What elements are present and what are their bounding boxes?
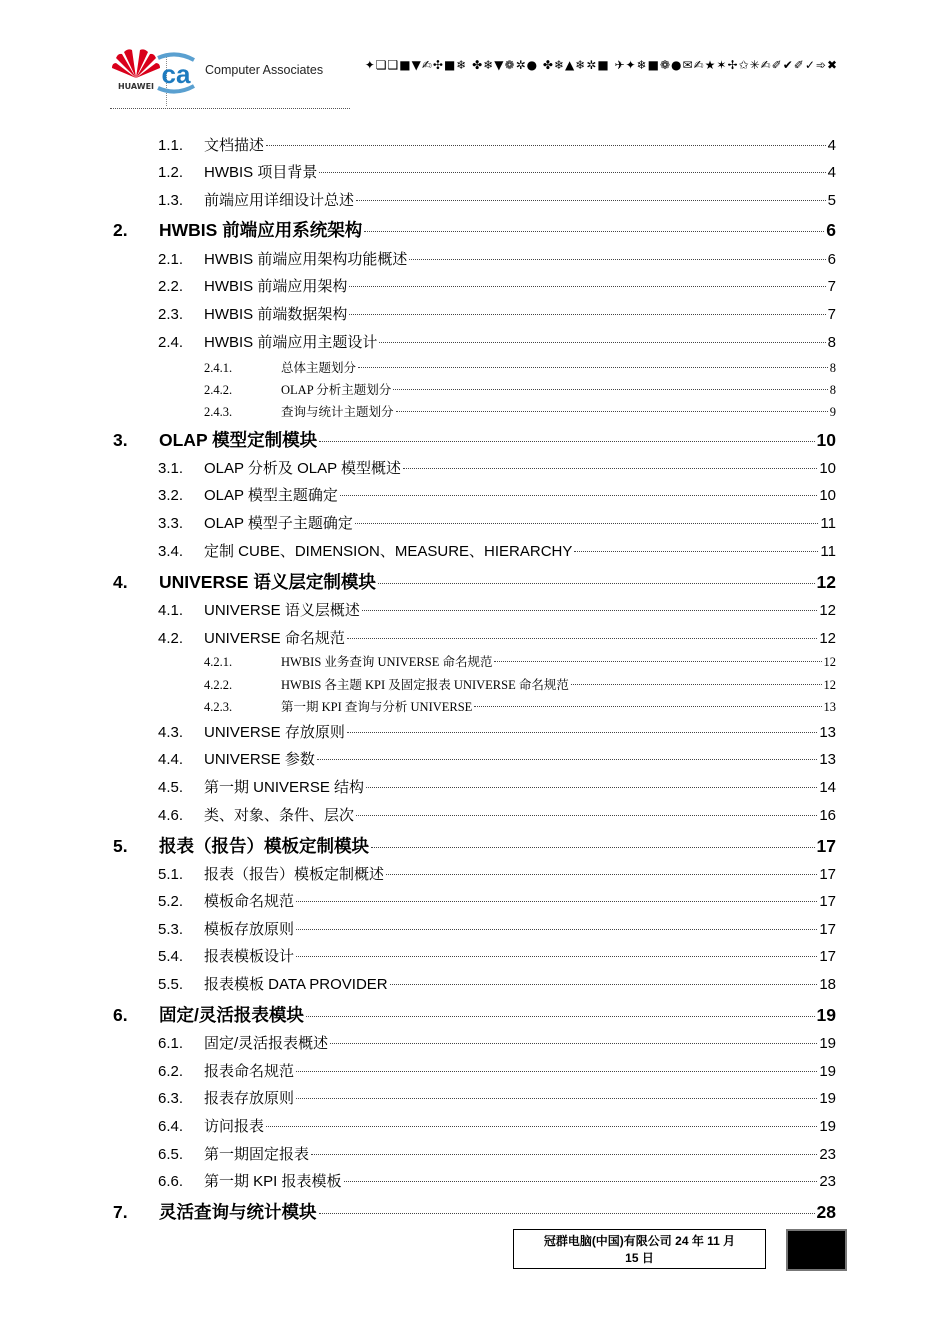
- toc-entry-page: 7: [827, 306, 836, 323]
- toc-entry-page: 12: [823, 655, 836, 669]
- toc-leader-dots: [349, 314, 825, 315]
- toc-entry-page: 4: [827, 137, 836, 154]
- toc-entry-number: 4.2.2.: [204, 678, 233, 692]
- toc-entry-title: 第一期 KPI 报表模板: [204, 1173, 342, 1190]
- toc-entry[interactable]: [113, 217, 836, 242]
- toc-entry[interactable]: [158, 275, 836, 296]
- toc-leader-dots: [494, 661, 821, 662]
- toc-entry-page: 17: [819, 893, 836, 910]
- toc-entry-number: 3.4.: [158, 543, 184, 560]
- toc-leader-dots: [386, 874, 817, 875]
- toc-entry[interactable]: [204, 675, 836, 693]
- toc-entry[interactable]: [113, 569, 836, 594]
- toc-entry-title: 报表模板设计: [204, 948, 295, 965]
- toc-entry-number: 3.3.: [158, 515, 184, 532]
- toc-leader-dots: [356, 815, 817, 816]
- toc-entry-page: 12: [819, 630, 836, 647]
- toc-entry[interactable]: [158, 599, 836, 620]
- toc-entry[interactable]: [158, 1115, 836, 1136]
- toc-entry[interactable]: [158, 890, 836, 911]
- toc-entry-title: HWBIS 前端应用系统架构: [159, 220, 363, 240]
- toc-entry[interactable]: [158, 512, 836, 533]
- toc-entry-title: HWBIS 业务查询 UNIVERSE 命名规范: [281, 655, 493, 669]
- toc-entry-page: 5: [827, 192, 836, 209]
- header-symbol-text: ✦❏❑■▼✍✣■❄ ✤❄▼❁✲● ✤❄▲❄✲■ ✈✦❄■❁●✉✍★✶✢✩✳✍✐✔✐✓➾✖: [364, 58, 838, 72]
- toc-entry[interactable]: [204, 402, 836, 420]
- toc-entry[interactable]: [158, 748, 836, 769]
- toc-entry-title: 第一期 KPI 查询与分析 UNIVERSE: [281, 700, 473, 714]
- toc-entry-title: 报表（报告）模板定制概述: [204, 866, 385, 883]
- toc-entry-number: 3.2.: [158, 487, 184, 504]
- toc-entry-number: 2.3.: [158, 306, 184, 323]
- toc-leader-dots: [571, 684, 822, 685]
- toc-entry[interactable]: [158, 134, 836, 155]
- toc-leader-dots: [319, 1213, 815, 1214]
- toc-entry[interactable]: [158, 331, 836, 352]
- toc-entry-page: 14: [819, 779, 836, 796]
- toc-entry-title: 第一期固定报表: [204, 1146, 310, 1163]
- toc-entry-number: 6.2.: [158, 1063, 184, 1080]
- toc-entry-title: HWBIS 前端应用主题设计: [204, 334, 378, 351]
- toc-entry[interactable]: [158, 945, 836, 966]
- toc-entry-title: 第一期 UNIVERSE 结构: [204, 779, 365, 796]
- toc-leader-dots: [358, 367, 828, 368]
- toc-entry-number: 6.4.: [158, 1118, 184, 1135]
- toc-entry-title: 报表命名规范: [204, 1063, 295, 1080]
- toc-entry[interactable]: [158, 863, 836, 884]
- toc-entry-number: 2.4.: [158, 334, 184, 351]
- toc-leader-dots: [396, 411, 828, 412]
- toc-entry-page: 18: [819, 976, 836, 993]
- toc-entry-number: 6.1.: [158, 1035, 184, 1052]
- toc-leader-dots: [319, 172, 825, 173]
- toc-entry-number: 6.3.: [158, 1090, 184, 1107]
- toc-entry-title: 类、对象、条件、层次: [204, 807, 355, 824]
- toc-entry[interactable]: [158, 1060, 836, 1081]
- toc-entry-page: 10: [819, 487, 836, 504]
- toc-entry-page: 12: [819, 602, 836, 619]
- toc-entry[interactable]: [204, 380, 836, 398]
- toc-entry-title: 模板命名规范: [204, 893, 295, 910]
- toc-entry-title: 访问报表: [204, 1118, 265, 1135]
- toc-entry[interactable]: [158, 540, 836, 561]
- toc-leader-dots: [371, 847, 815, 848]
- toc-entry[interactable]: [158, 248, 836, 269]
- toc-leader-dots: [409, 259, 825, 260]
- toc-entry-title: HWBIS 前端应用架构功能概述: [204, 251, 408, 268]
- toc-entry-page: 11: [820, 543, 836, 560]
- toc-entry[interactable]: [158, 303, 836, 324]
- toc-entry-page: 13: [819, 724, 836, 741]
- toc-entry-page: 19: [819, 1063, 836, 1080]
- toc-entry-title: UNIVERSE 语义层概述: [204, 602, 360, 619]
- toc-entry[interactable]: [113, 833, 836, 858]
- toc-entry-page: 19: [819, 1118, 836, 1135]
- toc-entry-number: 1.1.: [158, 137, 184, 154]
- toc-entry-page: 17: [816, 836, 836, 856]
- toc-entry[interactable]: [158, 484, 836, 505]
- toc-leader-dots: [344, 1181, 818, 1182]
- toc-entry-page: 10: [819, 460, 836, 477]
- toc-entry-page: 6: [826, 220, 836, 240]
- toc-entry-title: HWBIS 前端数据架构: [204, 306, 348, 323]
- toc-entry-page: 11: [820, 515, 836, 532]
- toc-entry-number: 3.: [113, 430, 128, 450]
- toc-entry-number: 4.5.: [158, 779, 184, 796]
- toc-entry[interactable]: [158, 1143, 836, 1164]
- toc-entry-number: 5.5.: [158, 976, 184, 993]
- toc-entry-page: 6: [827, 251, 836, 268]
- toc-entry-page: 4: [827, 164, 836, 181]
- toc-entry-number: 6.: [113, 1005, 128, 1025]
- toc-leader-dots: [349, 286, 825, 287]
- toc-entry[interactable]: [158, 1170, 836, 1191]
- toc-entry-title: 前端应用详细设计总述: [204, 192, 355, 209]
- toc-entry-number: 3.1.: [158, 460, 184, 477]
- toc-entry[interactable]: [158, 1032, 836, 1053]
- toc-leader-dots: [378, 583, 815, 584]
- toc-entry-number: 7.: [113, 1202, 128, 1222]
- toc-leader-dots: [296, 956, 817, 957]
- ca-logo: [152, 52, 200, 94]
- footer-line-2: 15 日: [625, 1251, 654, 1265]
- toc-entry-title: OLAP 模型子主题确定: [204, 515, 353, 532]
- toc-entry-page: 10: [816, 430, 836, 450]
- toc-leader-dots: [403, 468, 817, 469]
- toc-entry-title: 文档描述: [204, 137, 265, 154]
- toc-entry[interactable]: [158, 804, 836, 825]
- toc-entry-title: 报表存放原则: [204, 1090, 295, 1107]
- huawei-logo-caption: HUAWEI: [117, 82, 155, 91]
- toc-leader-dots: [393, 389, 827, 390]
- toc-entry-page: 28: [816, 1202, 836, 1222]
- toc-entry[interactable]: [204, 697, 836, 715]
- toc-entry-page: 23: [819, 1146, 836, 1163]
- toc-leader-dots: [574, 551, 818, 552]
- header-rule: [110, 108, 350, 109]
- toc-leader-dots: [296, 929, 817, 930]
- toc-leader-dots: [319, 441, 814, 442]
- toc-entry-title: OLAP 分析主题划分: [281, 383, 392, 397]
- toc-entry-page: 13: [823, 700, 836, 714]
- toc-entry-number: 4.1.: [158, 602, 184, 619]
- toc-entry-page: 17: [819, 948, 836, 965]
- toc-entry[interactable]: [204, 358, 836, 376]
- toc-leader-dots: [356, 200, 826, 201]
- toc-entry-title: UNIVERSE 参数: [204, 751, 315, 768]
- toc-entry-page: 17: [819, 921, 836, 938]
- toc-entry-title: OLAP 模型主题确定: [204, 487, 338, 504]
- toc-entry-page: 8: [827, 334, 836, 351]
- footer-black-block: [786, 1229, 847, 1271]
- toc-entry-number: 5.3.: [158, 921, 184, 938]
- toc-entry-page: 19: [816, 1005, 836, 1025]
- toc-entry-page: 17: [819, 866, 836, 883]
- ca-logo-text: ca: [161, 59, 191, 89]
- toc-entry[interactable]: [158, 1087, 836, 1108]
- toc-entry-page: 12: [823, 678, 836, 692]
- toc-entry[interactable]: [158, 721, 836, 742]
- toc-entry-page: 19: [819, 1090, 836, 1107]
- toc-leader-dots: [355, 523, 819, 524]
- toc-entry[interactable]: [158, 189, 836, 210]
- toc-entry[interactable]: [158, 973, 836, 994]
- toc-entry-title: HWBIS 项目背景: [204, 164, 318, 181]
- toc-entry-number: 6.6.: [158, 1173, 184, 1190]
- toc-entry-number: 4.2.: [158, 630, 184, 647]
- toc-leader-dots: [366, 787, 817, 788]
- toc-entry-title: 灵活查询与统计模块: [159, 1202, 317, 1222]
- footer-line-1: 冠群电脑(中国)有限公司 24 年 11 月: [543, 1234, 736, 1248]
- toc-leader-dots: [306, 1016, 815, 1017]
- toc-entry-page: 16: [819, 807, 836, 824]
- toc-entry-page: 12: [816, 572, 836, 592]
- toc-entry-title: 固定/灵活报表模块: [159, 1005, 304, 1025]
- toc-leader-dots: [379, 342, 825, 343]
- toc-entry[interactable]: [113, 1002, 836, 1027]
- toc-entry-title: 模板存放原则: [204, 921, 295, 938]
- toc-leader-dots: [347, 732, 817, 733]
- toc-entry-number: 2.4.1.: [204, 361, 233, 375]
- toc-entry-number: 4.2.3.: [204, 700, 233, 714]
- toc-leader-dots: [296, 901, 817, 902]
- toc-entry-page: 7: [827, 278, 836, 295]
- toc-entry[interactable]: [158, 776, 836, 797]
- toc-entry-title: HWBIS 各主题 KPI 及固定报表 UNIVERSE 命名规范: [281, 678, 569, 692]
- toc-entry-number: 4.4.: [158, 751, 184, 768]
- toc-entry-page: 19: [819, 1035, 836, 1052]
- toc-entry-number: 1.2.: [158, 164, 184, 181]
- toc-leader-dots: [364, 231, 824, 232]
- toc-entry-title: 查询与统计主题划分: [281, 405, 394, 419]
- toc-entry[interactable]: [158, 161, 836, 182]
- toc-leader-dots: [317, 759, 817, 760]
- toc-leader-dots: [330, 1043, 817, 1044]
- toc-leader-dots: [474, 706, 821, 707]
- toc-entry[interactable]: [158, 457, 836, 478]
- toc-entry-title: 报表模板 DATA PROVIDER: [204, 976, 388, 993]
- toc-entry-title: HWBIS 前端应用架构: [204, 278, 348, 295]
- toc-entry-title: 总体主题划分: [281, 361, 357, 375]
- toc-entry-title: UNIVERSE 存放原则: [204, 724, 345, 741]
- toc-entry[interactable]: [158, 918, 836, 939]
- toc-leader-dots: [362, 610, 817, 611]
- toc-entry-number: 2.1.: [158, 251, 184, 268]
- footer-company-box: [513, 1229, 766, 1269]
- toc-leader-dots: [311, 1154, 817, 1155]
- toc-entry-title: OLAP 分析及 OLAP 模型概述: [204, 460, 402, 477]
- toc-entry-number: 1.3.: [158, 192, 184, 209]
- toc-entry-number: 4.2.1.: [204, 655, 233, 669]
- toc-entry-page: 9: [829, 405, 836, 419]
- toc-entry-number: 2.4.3.: [204, 405, 233, 419]
- toc-entry-number: 2.4.2.: [204, 383, 233, 397]
- toc-entry[interactable]: [113, 1199, 836, 1224]
- toc-entry-number: 5.4.: [158, 948, 184, 965]
- toc-entry-number: 2.: [113, 220, 128, 240]
- toc-entry-number: 5.1.: [158, 866, 184, 883]
- toc-entry-number: 5.2.: [158, 893, 184, 910]
- toc-entry-title: OLAP 模型定制模块: [159, 430, 318, 450]
- toc-entry-page: 13: [819, 751, 836, 768]
- toc-entry-page: 23: [819, 1173, 836, 1190]
- toc-leader-dots: [266, 1126, 817, 1127]
- toc-leader-dots: [266, 145, 826, 146]
- company-name: Computer Associates: [205, 63, 324, 77]
- toc-entry-number: 4.6.: [158, 807, 184, 824]
- toc-entry-number: 6.5.: [158, 1146, 184, 1163]
- toc-entry-title: UNIVERSE 命名规范: [204, 630, 345, 647]
- toc-entry-title: 报表（报告）模板定制模块: [159, 836, 369, 856]
- toc-entry[interactable]: [158, 627, 836, 648]
- toc-leader-dots: [390, 984, 818, 985]
- toc-entry-title: 定制 CUBE、DIMENSION、MEASURE、HIERARCHY: [204, 543, 573, 560]
- toc-leader-dots: [340, 495, 817, 496]
- toc-entry-page: 8: [829, 383, 836, 397]
- toc-entry-number: 5.: [113, 836, 128, 856]
- toc-entry[interactable]: [204, 652, 836, 670]
- toc-leader-dots: [296, 1098, 817, 1099]
- toc-leader-dots: [347, 638, 817, 639]
- toc-entry-number: 2.2.: [158, 278, 184, 295]
- toc-entry-number: 4.3.: [158, 724, 184, 741]
- toc-entry-number: 4.: [113, 572, 128, 592]
- toc-entry-page: 8: [829, 361, 836, 375]
- toc-entry-title: 固定/灵活报表概述: [204, 1035, 329, 1052]
- toc-entry-title: UNIVERSE 语义层定制模块: [159, 572, 376, 592]
- toc-leader-dots: [296, 1071, 817, 1072]
- toc-entry[interactable]: [113, 427, 836, 452]
